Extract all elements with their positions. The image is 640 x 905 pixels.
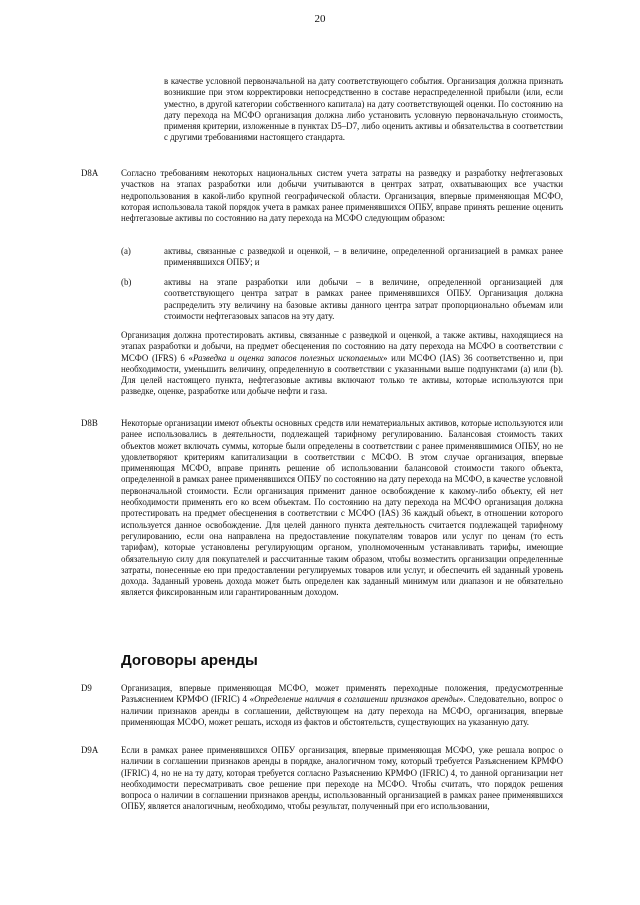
item-label-a: (a) [121,246,131,256]
paragraph-label-d9a: D9A [81,745,99,755]
paragraph-label-d8a: D8A [81,168,99,178]
page-number: 20 [314,13,326,25]
d9-text-1: Организация, впервые применяющая МСФО, может применять переходные положения, предусмотренные Разъяснением КРМФО (IFRIC) 4 « [121,683,563,705]
d9-paragraph [121,683,563,728]
d9-text-2: ». Следовательно, вопрос о наличии признаков аренды в соглашении, действующем на дату перехода на МСФО, организация, впервые применяющая МСФО, может решать, исходя из фактов и обстоятельств, существующих на указанную дату. [121,694,563,727]
d8a-item-b: активы на этапе разработки или добычи – в величине, определенной организацией для соответствующего центра затрат в рамках ранее применявшихся ОПБУ. Организация должна распределить эту величину на базовые активы данного центра затрат пропорционально объемам или стоимости нефтегазовых запасов на эту дату. [164,277,563,321]
d8a-closing-paragraph [121,330,563,398]
item-label-b: (b) [121,277,132,287]
paragraph-label-d8b: D8B [81,418,98,428]
ifric4-title: Определение наличия в соглашении признаков аренды [254,694,459,705]
d8a-closing-text-2: » или МСФО (IAS) 36 соответственно и, при необходимости, уменьшить величину, определенную в соответствии с указанными выше подпунктами (a) или (b). Для целей настоящего пункта, нефтегазовые активы включают только те активы, которые используются при разведке, оценке, разработке или добыче нефти и газа. [121,352,564,397]
d8b-paragraph: Некоторые организации имеют объекты основных средств или нематериальных активов, которые используются или ранее использовались в деятельности, подлежащей тарифному регулированию. Балансовая стоимость таких объектов может включать суммы, которые были определены в соответствии с ранее применявшимися ОПБУ, но не удовлетворяют критериям капитализации в соответствии с МСФО. В этом случае организация, впервые применяющая МСФО, вправе принять решение об использовании балансовой стоимости такого объекта, определенной в рамках ранее применявшихся ОПБУ по состоянию на дату перехода на МСФО, в качестве условной первоначальной стоимости. Если организация применит данное освобождение к какому-либо объекту, ей нет необходимости применять его ко всем объектам. По состоянию на дату перехода на МСФО организация должна протестировать на предмет обесценения в соответствии с МСФО (IAS) 36 каждый объект, в отношении которого используется данное освобождение. Для целей данного пункта деятельность считается подлежащей тарифному регулированию, если она направлена на предоставление покупателям товаров или услуг по ценам (то есть тарифам), которые установлены регулирующим органом, уполномоченным устанавливать тарифы, имеющие обязательную силу для покупателей и рассчитанные таким образом, чтобы возместить организации определенные затраты, понесенные ею при предоставлении регулируемых товаров или услуг, и обеспечить ей заданный уровень дохода. Заданный уровень дохода может быть определен как заданный минимум или диапазон и не обязательно является фиксированным или гарантированным доходом. [121,418,563,598]
d8a-closing-text-1: Организация должна протестировать активы, связанные с разведкой и оценкой, а также активы, находящиеся на этапах разработки и добычи, на предмет обесценения по состоянию на дату перехода на МСФО в соответствии с МСФО (IFRS) 6 « [121,330,563,363]
paragraph-label-d9: D9 [81,683,92,693]
d9a-paragraph: Если в рамках ранее применявшихся ОПБУ организация, впервые применяющая МСФО, уже решала вопрос о наличии в соглашении признаков аренды в порядке, аналогичном тому, который требуется Разъяснением КРМФО (IFRIC) 4, но не на ту дату, которая требуется согласно Разъяснению КРМФО (IFRIC) 4, то данной организации нет необходимости пересматривать свое решение при переходе на МСФО. Чтобы считать, что порядок решения вопроса о наличии в соглашении признаков аренды, использованный организацией в рамках ранее применявшихся ОПБУ, является аналогичным, необходимо, чтобы результат, полученный при его использовании, [121,745,563,812]
d8a-item-a: активы, связанные с разведкой и оценкой, – в величине, определенной организацией в рамках ранее применявшихся ОПБУ; и [164,246,563,268]
ifrs6-title: Разведка и оценка запасов полезных ископаемых [192,352,384,363]
section-heading-leases: Договоры аренды [121,652,258,669]
d8a-lead-paragraph: Согласно требованиям некоторых национальных систем учета затраты на разведку и разработку нефтегазовых участков на этапах разработки или добычи учитываются в центрах затрат, охватывающих все участки недропользования в какой-либо крупной географической области. Организация, впервые применяющая МСФО, которая использовала такой порядок учета в рамках ранее применявшихся ОПБУ, вправе принять решение оценить нефтегазовые активы по состоянию на дату перехода на МСФО следующим образом: [121,168,563,224]
intro-paragraph: в качестве условной первоначальной на дату соответствующего события. Организация должна признать возникшие при этом корректировки непосредственно в составе нераспределенной прибыли (или, если уместно, в другой категории собственного капитала) на дату соответствующей оценки. По состоянию на дату перехода на МСФО организация должна либо установить условную первоначальную стоимость, применяя критерии, изложенные в пунктах D5–D7, либо оценить активы и обязательства в соответствии с другими требованиями настоящего стандарта. [164,76,563,143]
